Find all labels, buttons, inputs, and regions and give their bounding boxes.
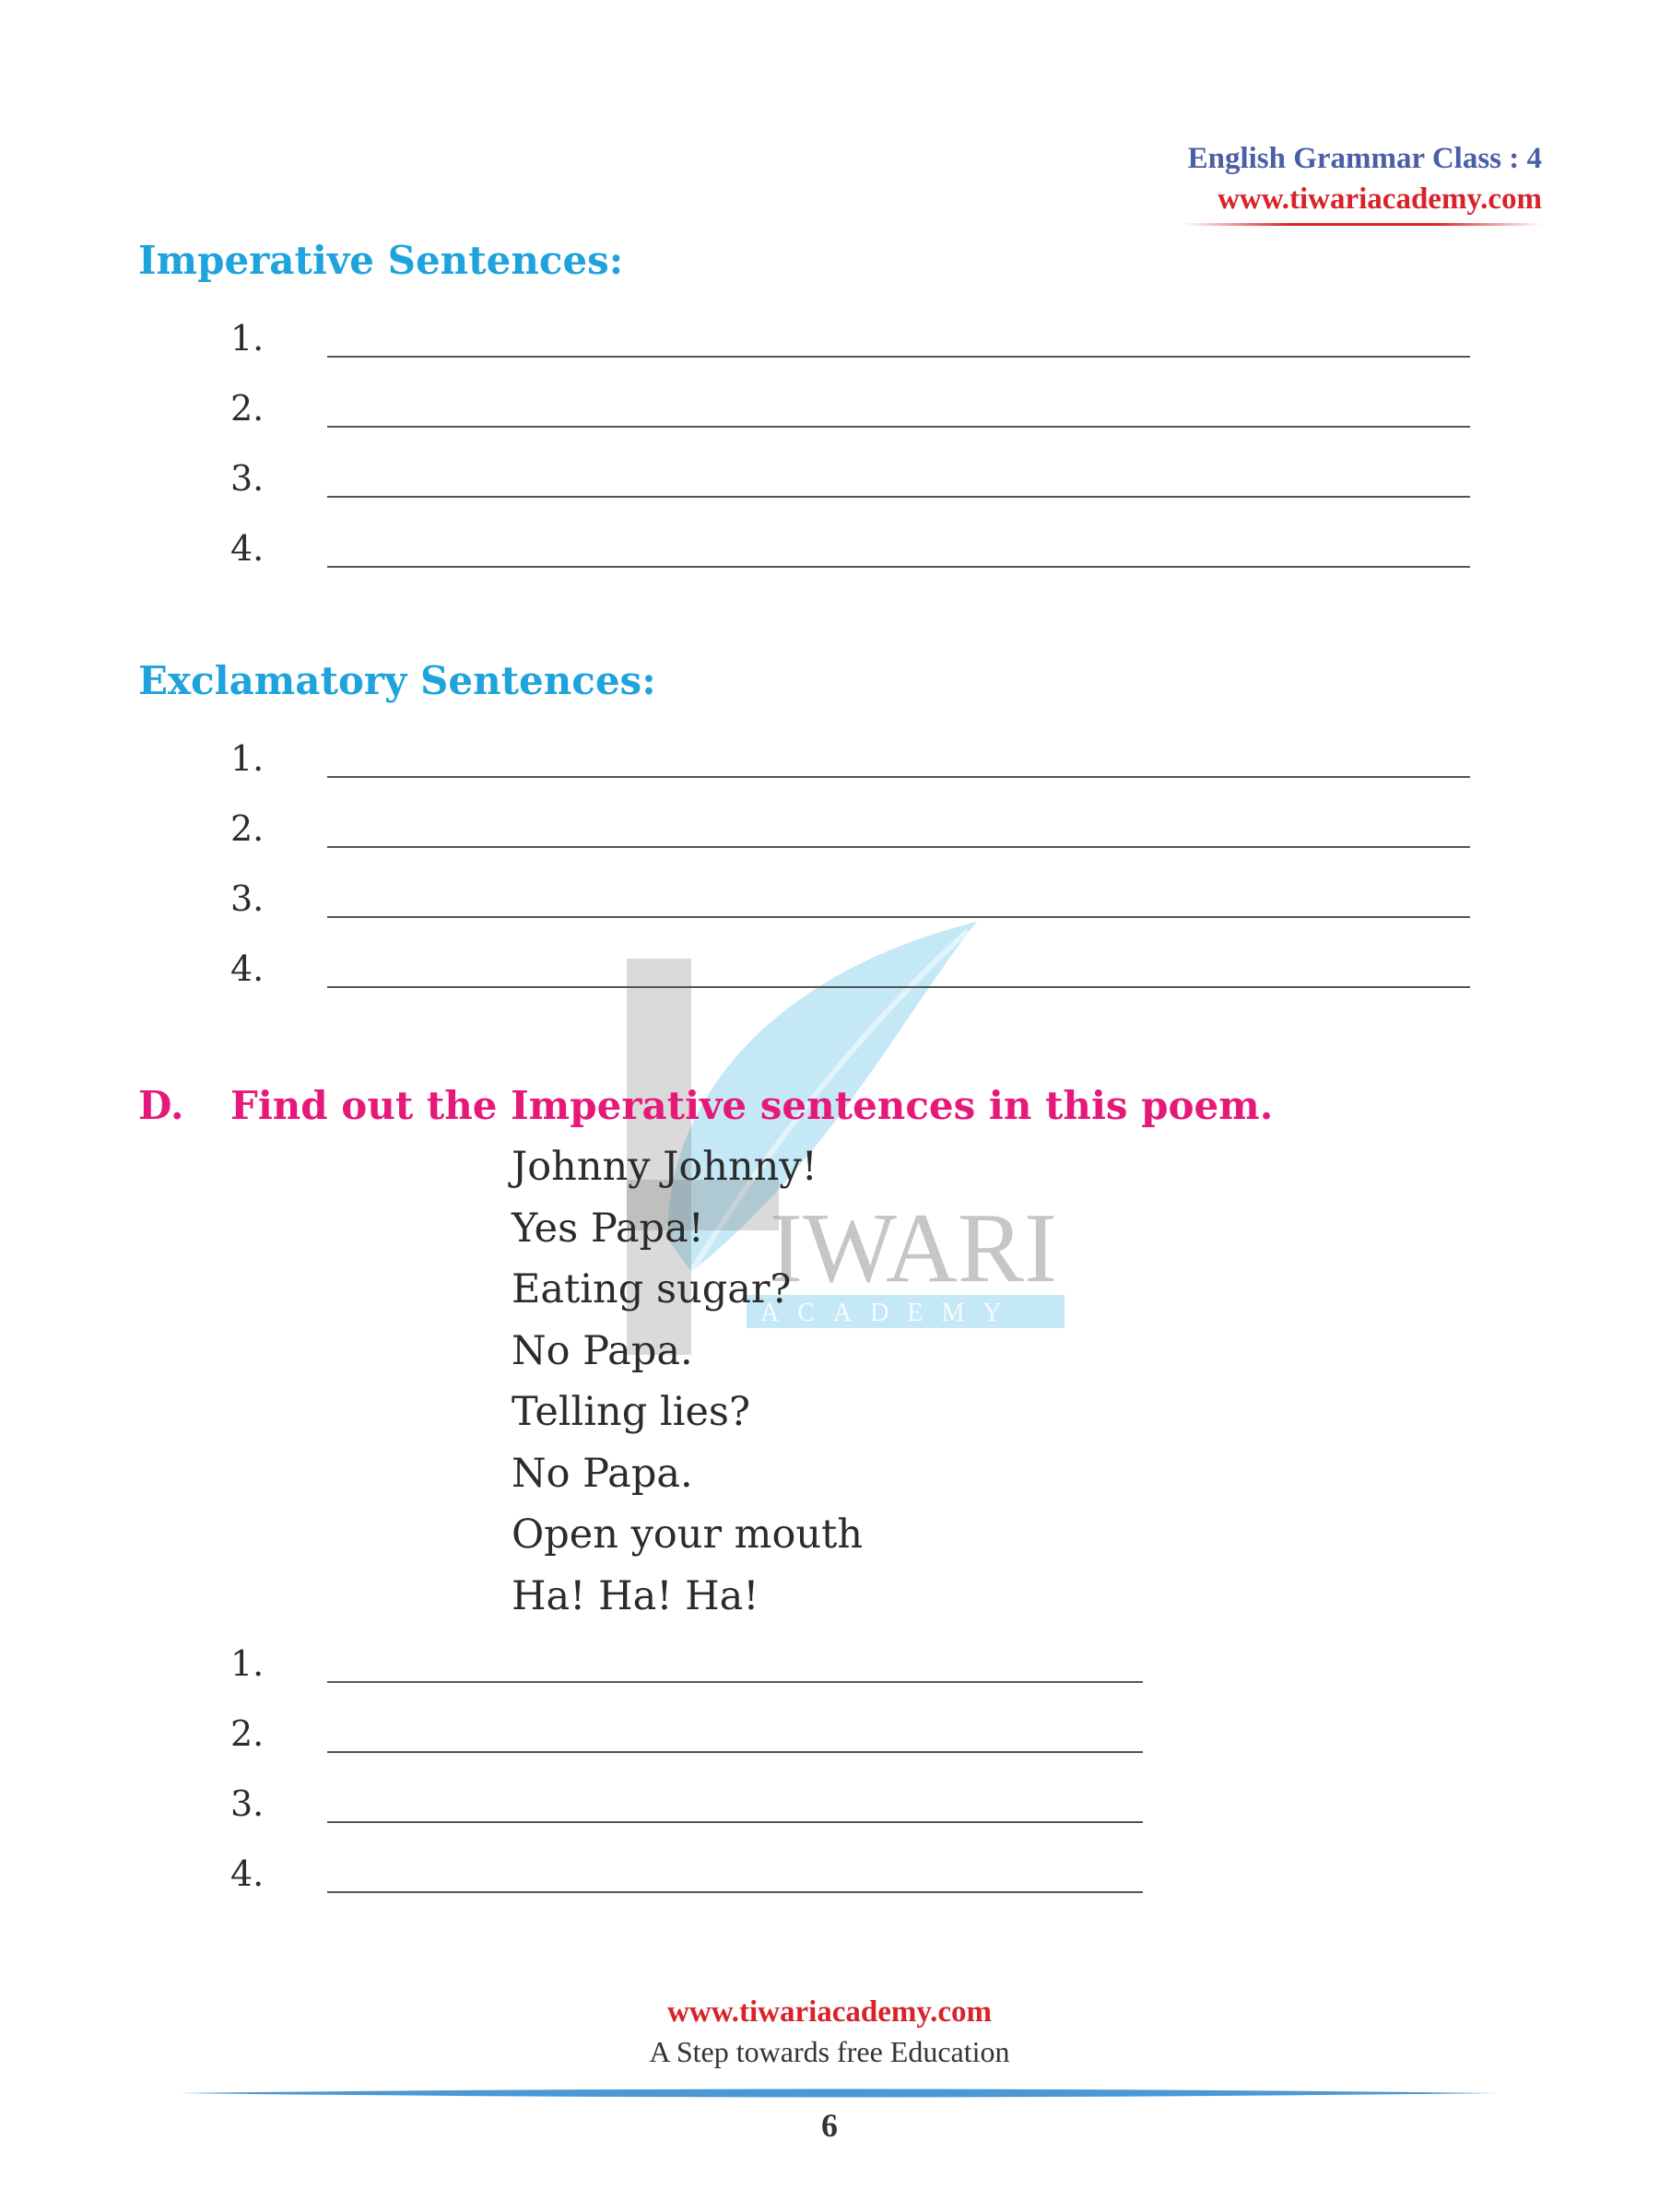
class-title: English Grammar Class : 4 <box>1187 142 1542 175</box>
answer-line[interactable] <box>327 776 1470 778</box>
item-number: 1. <box>230 1643 265 1684</box>
answer-line[interactable] <box>327 846 1470 848</box>
header-rule <box>1182 223 1542 226</box>
poem-line: Telling lies? <box>512 1389 751 1435</box>
footer-website[interactable]: www.tiwariacademy.com <box>667 1995 992 2029</box>
watermark-word: IWARI <box>770 1194 1057 1303</box>
item-number: 1. <box>230 738 265 779</box>
exclamatory-title: Exclamatory Sentences: <box>138 658 656 703</box>
footer-rule <box>180 2087 1498 2100</box>
poem-line: Open your mouth <box>512 1512 864 1558</box>
item-number: 4. <box>230 528 265 569</box>
page-number: 6 <box>821 2107 838 2144</box>
poem-line: No Papa. <box>512 1327 693 1374</box>
answer-line[interactable] <box>327 986 1470 988</box>
watermark-sub: ACADEMY <box>760 1299 1020 1327</box>
answer-line[interactable] <box>327 1891 1143 1893</box>
item-number: 4. <box>230 948 265 989</box>
answer-line[interactable] <box>327 566 1470 568</box>
question-letter: D. <box>138 1083 184 1128</box>
item-number: 1. <box>230 318 265 359</box>
item-number: 3. <box>230 878 265 919</box>
answer-line[interactable] <box>327 356 1470 358</box>
item-number: 2. <box>230 808 265 849</box>
answer-line[interactable] <box>327 426 1470 428</box>
imperative-title: Imperative Sentences: <box>138 238 624 283</box>
poem-line: No Papa. <box>512 1450 693 1497</box>
answer-line[interactable] <box>327 1821 1143 1823</box>
question-text: Find out the Imperative sentences in this poem. <box>230 1083 1274 1128</box>
poem <box>512 1136 863 1627</box>
question-d <box>138 1083 1273 1128</box>
item-number: 2. <box>230 1713 265 1754</box>
answer-line[interactable] <box>327 1751 1143 1753</box>
header-website[interactable]: www.tiwariacademy.com <box>1218 182 1542 216</box>
answer-line[interactable] <box>327 916 1470 918</box>
poem-line: Ha! Ha! Ha! <box>512 1572 759 1619</box>
page-header <box>1188 138 1542 219</box>
item-number: 3. <box>230 458 265 499</box>
footer-tagline: A Step towards free Education <box>649 2035 1010 2068</box>
poem-line: Yes Papa! <box>512 1205 704 1252</box>
item-number: 3. <box>230 1783 265 1824</box>
item-number: 4. <box>230 1853 265 1894</box>
answer-line[interactable] <box>327 1681 1143 1683</box>
item-number: 2. <box>230 388 265 429</box>
poem-line: Eating sugar? <box>512 1266 792 1312</box>
poem-line: Johnny Johnny! <box>512 1144 818 1190</box>
answer-line[interactable] <box>327 496 1470 498</box>
